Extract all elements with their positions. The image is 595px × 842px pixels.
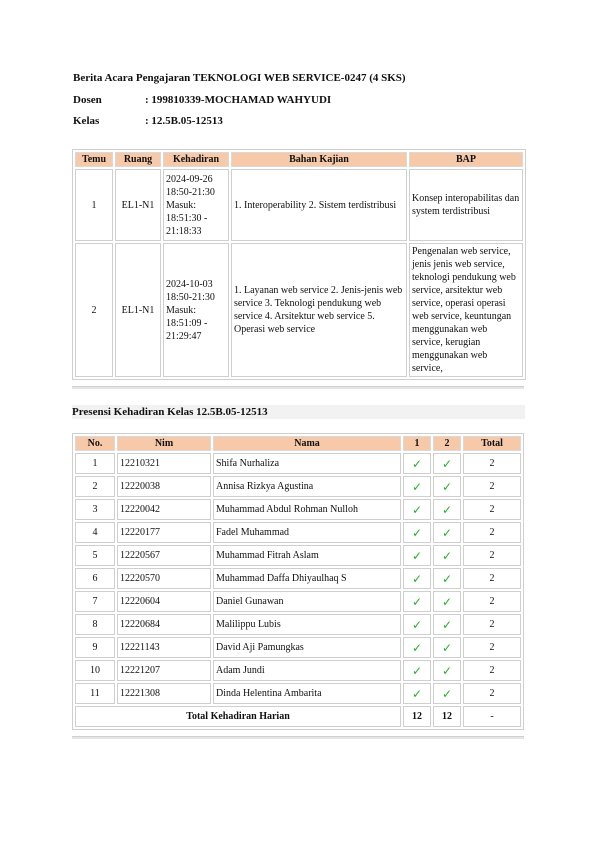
nama-cell: Muhammad Fitrah Aslam xyxy=(213,545,401,566)
col-pertemuan-2: 2 xyxy=(433,436,461,451)
ruang-cell: EL1-N1 xyxy=(115,243,161,377)
check-icon: ✓ xyxy=(403,568,431,589)
nim-cell: 12221207 xyxy=(117,660,211,681)
dosen-label: Dosen xyxy=(73,94,102,106)
bap-header-row xyxy=(75,152,523,167)
check-icon: ✓ xyxy=(403,660,431,681)
no-cell: 5 xyxy=(75,545,115,566)
total-harian-all: - xyxy=(463,706,521,727)
total-harian-1: 12 xyxy=(403,706,431,727)
total-cell: 2 xyxy=(463,591,521,612)
nim-cell: 12220570 xyxy=(117,568,211,589)
no-cell: 7 xyxy=(75,591,115,612)
dosen-line xyxy=(73,94,331,107)
check-icon: ✓ xyxy=(433,545,461,566)
kelas-label: Kelas xyxy=(73,115,100,127)
dosen-value: : 199810339-MOCHAMAD WAHYUDI xyxy=(145,94,332,106)
col-no: No. xyxy=(75,436,115,451)
col-bap: BAP xyxy=(409,152,523,167)
col-pertemuan-1: 1 xyxy=(403,436,431,451)
nim-cell: 12221143 xyxy=(117,637,211,658)
check-icon: ✓ xyxy=(403,453,431,474)
table-row xyxy=(75,591,521,612)
no-cell: 4 xyxy=(75,522,115,543)
nama-cell: Dinda Helentina Ambarita xyxy=(213,683,401,704)
table-row xyxy=(75,499,521,520)
presensi-table xyxy=(72,433,524,730)
check-icon: ✓ xyxy=(433,568,461,589)
nama-cell: Daniel Gunawan xyxy=(213,591,401,612)
section-divider xyxy=(72,736,524,739)
col-bahan-kajian: Bahan Kajian xyxy=(231,152,407,167)
nama-cell: David Aji Pamungkas xyxy=(213,637,401,658)
presensi-body xyxy=(75,453,521,704)
nim-cell: 12220684 xyxy=(117,614,211,635)
kelas-value: : 12.5B.05-12513 xyxy=(145,115,223,127)
table-row xyxy=(75,683,521,704)
check-icon: ✓ xyxy=(433,683,461,704)
nim-cell: 12221308 xyxy=(117,683,211,704)
total-cell: 2 xyxy=(463,453,521,474)
table-row xyxy=(75,453,521,474)
no-cell: 9 xyxy=(75,637,115,658)
bap-row xyxy=(75,243,523,377)
no-cell: 8 xyxy=(75,614,115,635)
check-icon: ✓ xyxy=(433,614,461,635)
total-harian-2: 12 xyxy=(433,706,461,727)
total-cell: 2 xyxy=(463,476,521,497)
check-icon: ✓ xyxy=(433,522,461,543)
check-icon: ✓ xyxy=(403,637,431,658)
kelas-line xyxy=(73,115,223,128)
table-row xyxy=(75,637,521,658)
col-nama: Nama xyxy=(213,436,401,451)
nama-cell: Muhammad Abdul Rohman Nulloh xyxy=(213,499,401,520)
check-icon: ✓ xyxy=(403,499,431,520)
no-cell: 2 xyxy=(75,476,115,497)
kehadiran-line: 18:50-21:30 xyxy=(166,291,215,303)
no-cell: 11 xyxy=(75,683,115,704)
nama-cell: Annisa Rizkya Agustina xyxy=(213,476,401,497)
col-kehadiran: Kehadiran xyxy=(163,152,229,167)
check-icon: ✓ xyxy=(433,453,461,474)
total-cell: 2 xyxy=(463,637,521,658)
check-icon: ✓ xyxy=(433,637,461,658)
check-icon: ✓ xyxy=(433,476,461,497)
check-icon: ✓ xyxy=(433,660,461,681)
nim-cell: 12220038 xyxy=(117,476,211,497)
nim-cell: 12220567 xyxy=(117,545,211,566)
nama-cell: Shifa Nurhaliza xyxy=(213,453,401,474)
no-cell: 6 xyxy=(75,568,115,589)
table-row xyxy=(75,614,521,635)
kehadiran-line: Masuk: xyxy=(166,199,196,211)
total-cell: 2 xyxy=(463,522,521,543)
col-ruang: Ruang xyxy=(115,152,161,167)
table-row xyxy=(75,568,521,589)
bahan-kajian-cell: 1. Interoperability 2. Sistem terdistribusi xyxy=(231,169,407,241)
table-row xyxy=(75,476,521,497)
nim-cell: 12220177 xyxy=(117,522,211,543)
total-cell: 2 xyxy=(463,683,521,704)
col-total: Total xyxy=(463,436,521,451)
nama-cell: Adam Jundi xyxy=(213,660,401,681)
temu-cell: 1 xyxy=(75,169,113,241)
document-title: Berita Acara Pengajaran TEKNOLOGI WEB SERVICE-0247 (4 SKS) xyxy=(73,72,406,84)
table-row xyxy=(75,522,521,543)
nama-cell: Fadel Muhammad xyxy=(213,522,401,543)
bap-cell: Pengenalan web service, jenis jenis web service, teknologi pendukung web service, arsitektur web service, operasi operasi web service, keuntungan menggunakan web service, kerugian menggunakan web service, xyxy=(409,243,523,377)
nama-cell: Muhammad Daffa Dhiyaulhaq S xyxy=(213,568,401,589)
ruang-cell: EL1-N1 xyxy=(115,169,161,241)
kehadiran-line: 2024-10-03 xyxy=(166,278,213,290)
col-temu: Temu xyxy=(75,152,113,167)
kehadiran-cell xyxy=(163,169,229,241)
total-cell: 2 xyxy=(463,660,521,681)
table-row xyxy=(75,545,521,566)
check-icon: ✓ xyxy=(403,591,431,612)
section-divider xyxy=(72,386,524,389)
check-icon: ✓ xyxy=(403,683,431,704)
check-icon: ✓ xyxy=(403,545,431,566)
total-cell: 2 xyxy=(463,545,521,566)
kehadiran-line: 18:50-21:30 xyxy=(166,186,215,198)
kehadiran-line: 18:51:30 - xyxy=(166,212,208,224)
bap-row xyxy=(75,169,523,241)
total-cell: 2 xyxy=(463,568,521,589)
presensi-title: Presensi Kehadiran Kelas 12.5B.05-12513 xyxy=(72,405,525,419)
temu-cell: 2 xyxy=(75,243,113,377)
kehadiran-line: 21:18:33 xyxy=(166,225,202,237)
presensi-footer-row xyxy=(75,706,521,727)
nim-cell: 12210321 xyxy=(117,453,211,474)
col-nim: Nim xyxy=(117,436,211,451)
total-cell: 2 xyxy=(463,614,521,635)
presensi-header-row xyxy=(75,436,521,451)
bap-cell: Konsep interopabilitas dan system terdistribusi xyxy=(409,169,523,241)
kehadiran-line: 2024-09-26 xyxy=(166,173,213,185)
bahan-kajian-cell: 1. Layanan web service 2. Jenis-jenis web service 3. Teknologi pendukung web service 4. Arsitektur web service 5. Operasi web service xyxy=(231,243,407,377)
check-icon: ✓ xyxy=(403,522,431,543)
bap-table xyxy=(72,149,526,380)
check-icon: ✓ xyxy=(403,614,431,635)
check-icon: ✓ xyxy=(433,499,461,520)
kehadiran-cell xyxy=(163,243,229,377)
total-cell: 2 xyxy=(463,499,521,520)
nim-cell: 12220042 xyxy=(117,499,211,520)
nim-cell: 12220604 xyxy=(117,591,211,612)
check-icon: ✓ xyxy=(403,476,431,497)
no-cell: 1 xyxy=(75,453,115,474)
no-cell: 10 xyxy=(75,660,115,681)
kehadiran-line: 18:51:09 - xyxy=(166,317,208,329)
kehadiran-line: Masuk: xyxy=(166,304,196,316)
check-icon: ✓ xyxy=(433,591,461,612)
table-row xyxy=(75,660,521,681)
kehadiran-line: 21:29:47 xyxy=(166,330,202,342)
nama-cell: Malilippu Lubis xyxy=(213,614,401,635)
total-harian-label: Total Kehadiran Harian xyxy=(75,706,401,727)
no-cell: 3 xyxy=(75,499,115,520)
